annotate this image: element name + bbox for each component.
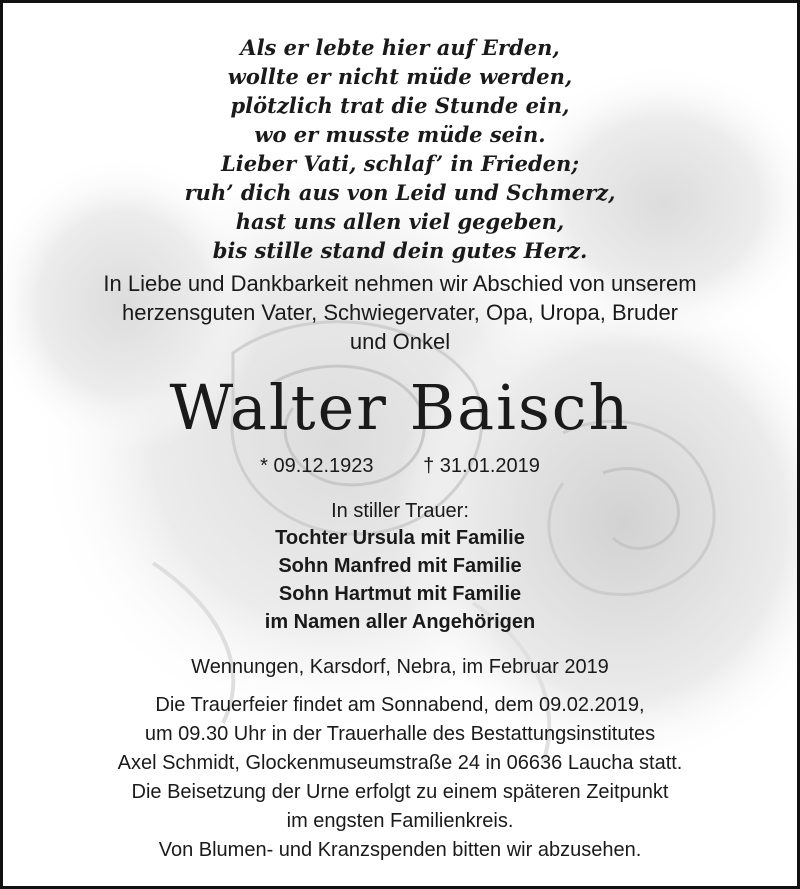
- poem-line: Lieber Vati, schlaf’ in Frieden;: [220, 151, 580, 176]
- mourner-line: Tochter Ursula mit Familie: [275, 527, 525, 549]
- funeral-line: im engsten Familienkreis.: [286, 810, 514, 832]
- intro-line: In Liebe und Dankbarkeit nehmen wir Abschied von unserem: [103, 271, 697, 296]
- mourner-line: Sohn Hartmut mit Familie: [278, 583, 522, 605]
- poem-line: wo er musste müde sein.: [254, 122, 546, 147]
- funeral-line: Von Blumen- und Kranzspenden bitten wir abzusehen.: [158, 839, 642, 861]
- intro-line: und Onkel: [349, 329, 451, 354]
- funeral-details: [3, 691, 797, 865]
- mourners-label: In stiller Trauer:: [331, 500, 469, 522]
- poem-line: Als er lebte hier auf Erden,: [240, 35, 560, 60]
- funeral-line: Axel Schmidt, Glockenmuseumstraße 24 in 06636 Laucha statt.: [117, 752, 683, 774]
- intro-line: herzensguten Vater, Schwiegervater, Opa, Uropa, Bruder: [121, 300, 678, 325]
- life-dates: [3, 453, 797, 479]
- birth-date: * 09.12.1923: [260, 455, 374, 477]
- poem-line: wollte er nicht müde werden,: [227, 64, 573, 89]
- mourners-list: [3, 524, 797, 636]
- funeral-line: Die Trauerfeier findet am Sonnabend, dem 09.02.2019,: [155, 694, 645, 716]
- memorial-poem: [3, 33, 797, 265]
- place-and-date: Wennungen, Karsdorf, Nebra, im Februar 2019: [191, 656, 609, 678]
- farewell-intro: [3, 269, 797, 356]
- death-date: † 31.01.2019: [423, 455, 540, 477]
- mourner-line: im Namen aller Angehörigen: [264, 611, 536, 633]
- poem-line: bis stille stand dein gutes Herz.: [212, 238, 588, 263]
- poem-line: ruh’ dich aus von Leid und Schmerz,: [184, 180, 616, 205]
- mourner-line: Sohn Manfred mit Familie: [278, 555, 522, 577]
- funeral-line: Die Beisetzung der Urne erfolgt zu einem späteren Zeitpunkt: [131, 781, 669, 803]
- poem-line: plötzlich trat die Stunde ein,: [230, 93, 570, 118]
- poem-line: hast uns allen viel gegeben,: [235, 209, 565, 234]
- deceased-name: Walter Baisch: [169, 371, 631, 444]
- funeral-line: um 09.30 Uhr in der Trauerhalle des Bestattungsinstitutes: [144, 723, 656, 745]
